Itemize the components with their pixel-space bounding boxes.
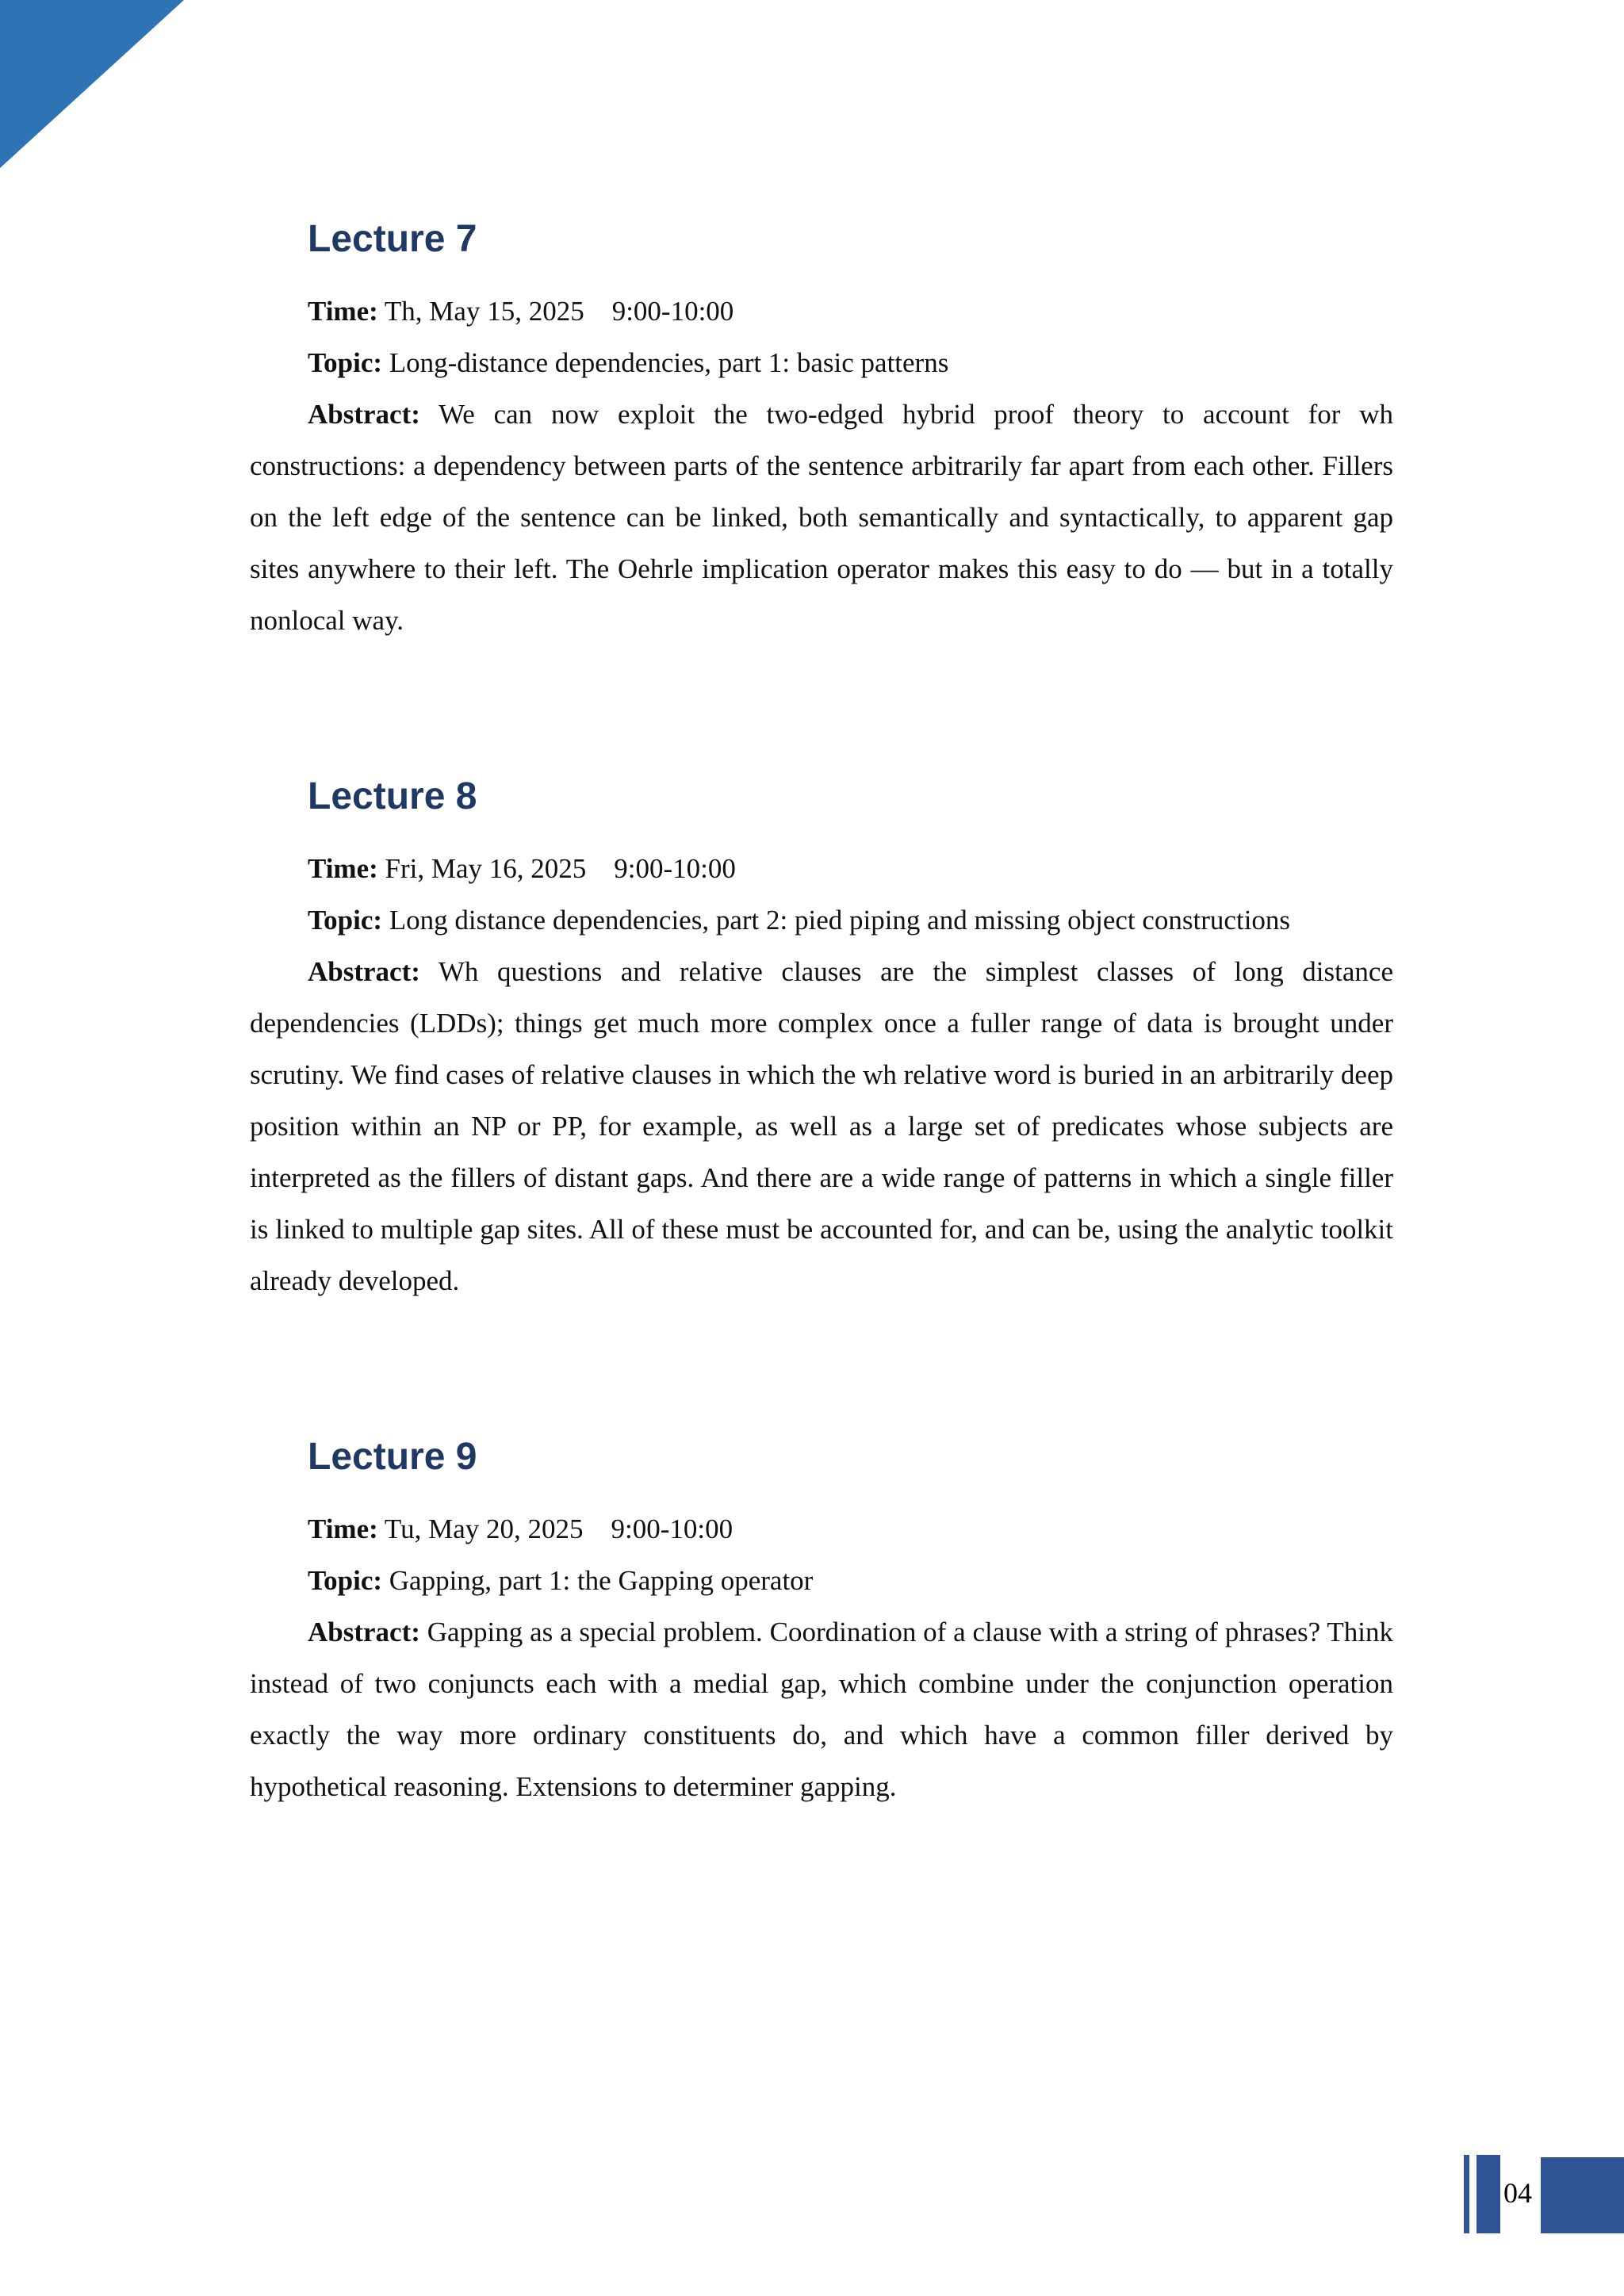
lecture-list xyxy=(250,216,1400,1939)
lecture-time-row xyxy=(250,285,1393,337)
topic-value: Long-distance dependencies, part 1: basic patterns xyxy=(389,347,949,378)
lecture-section xyxy=(250,216,1400,646)
lecture-time-row xyxy=(250,843,1393,894)
topic-label: Topic: xyxy=(308,1565,383,1596)
topic-label: Topic: xyxy=(308,347,383,378)
lecture-abstract-row xyxy=(250,1606,1400,1812)
lecture-abstract-row xyxy=(250,388,1400,646)
lecture-topic-row xyxy=(250,337,1393,388)
footer-square xyxy=(1541,2157,1624,2233)
footer-bar-wide xyxy=(1477,2155,1500,2233)
abstract-value: Gapping as a special problem. Coordination of a clause with a string of phrases? Think instead of two conjuncts each with a medial gap, which combine under the conjunction operation exactly the way more ordinary constituents do, and which have a common filler derived by hypothetical reasoning. Extensions to determiner gapping. xyxy=(250,1617,1400,1802)
time-label: Time: xyxy=(308,296,378,327)
lecture-title: Lecture 8 xyxy=(308,775,477,817)
time-value: Th, May 15, 2025 9:00-10:00 xyxy=(384,296,734,327)
time-value: Tu, May 20, 2025 9:00-10:00 xyxy=(384,1513,733,1544)
topic-value: Gapping, part 1: the Gapping operator xyxy=(389,1565,814,1596)
lecture-abstract-row xyxy=(250,946,1400,1307)
lecture-section xyxy=(250,773,1400,1307)
footer-bar-thin xyxy=(1464,2155,1469,2233)
topic-label: Topic: xyxy=(308,905,383,936)
abstract-value: Wh questions and relative clauses are the simplest classes of long distance dependencies (LDDs); things get much more complex once a fuller range of data is brought under scrutiny. We find cases of relative clauses in which the wh relative word is buried in an arbitrarily deep position within an NP or PP, for example, as well as a large set of predicates whose subjects are interpreted as the fillers of distant gaps. And there are a wide range of patterns in which a single filler is linked to multiple gap sites. All of these must be accounted for, and can be, using the analytic toolkit already developed. xyxy=(250,956,1400,1296)
abstract-value: We can now exploit the two-edged hybrid proof theory to account for wh constructions: a dependency between parts of the sentence arbitrarily far apart from each other. Fillers on the left edge of the sentence can be linked, both semantically and syntactically, to apparent gap sites anywhere to their left. The Oehrle implication operator makes this easy to do — but in a totally nonlocal way. xyxy=(250,399,1400,636)
lecture-topic-row xyxy=(250,894,1393,946)
lecture-title: Lecture 7 xyxy=(308,218,477,260)
corner-triangle-decoration xyxy=(0,0,184,168)
time-value: Fri, May 16, 2025 9:00-10:00 xyxy=(385,853,736,884)
abstract-label: Abstract: xyxy=(308,1617,420,1647)
abstract-label: Abstract: xyxy=(308,956,420,987)
lecture-section xyxy=(250,1433,1400,1812)
lecture-topic-row xyxy=(250,1555,1393,1606)
lecture-title: Lecture 9 xyxy=(308,1436,477,1478)
page-number: 04 xyxy=(1503,2177,1532,2209)
time-label: Time: xyxy=(308,853,378,884)
time-label: Time: xyxy=(308,1513,378,1544)
topic-value: Long distance dependencies, part 2: pied piping and missing object constructions xyxy=(389,905,1291,936)
lecture-time-row xyxy=(250,1503,1393,1555)
abstract-label: Abstract: xyxy=(308,399,420,430)
